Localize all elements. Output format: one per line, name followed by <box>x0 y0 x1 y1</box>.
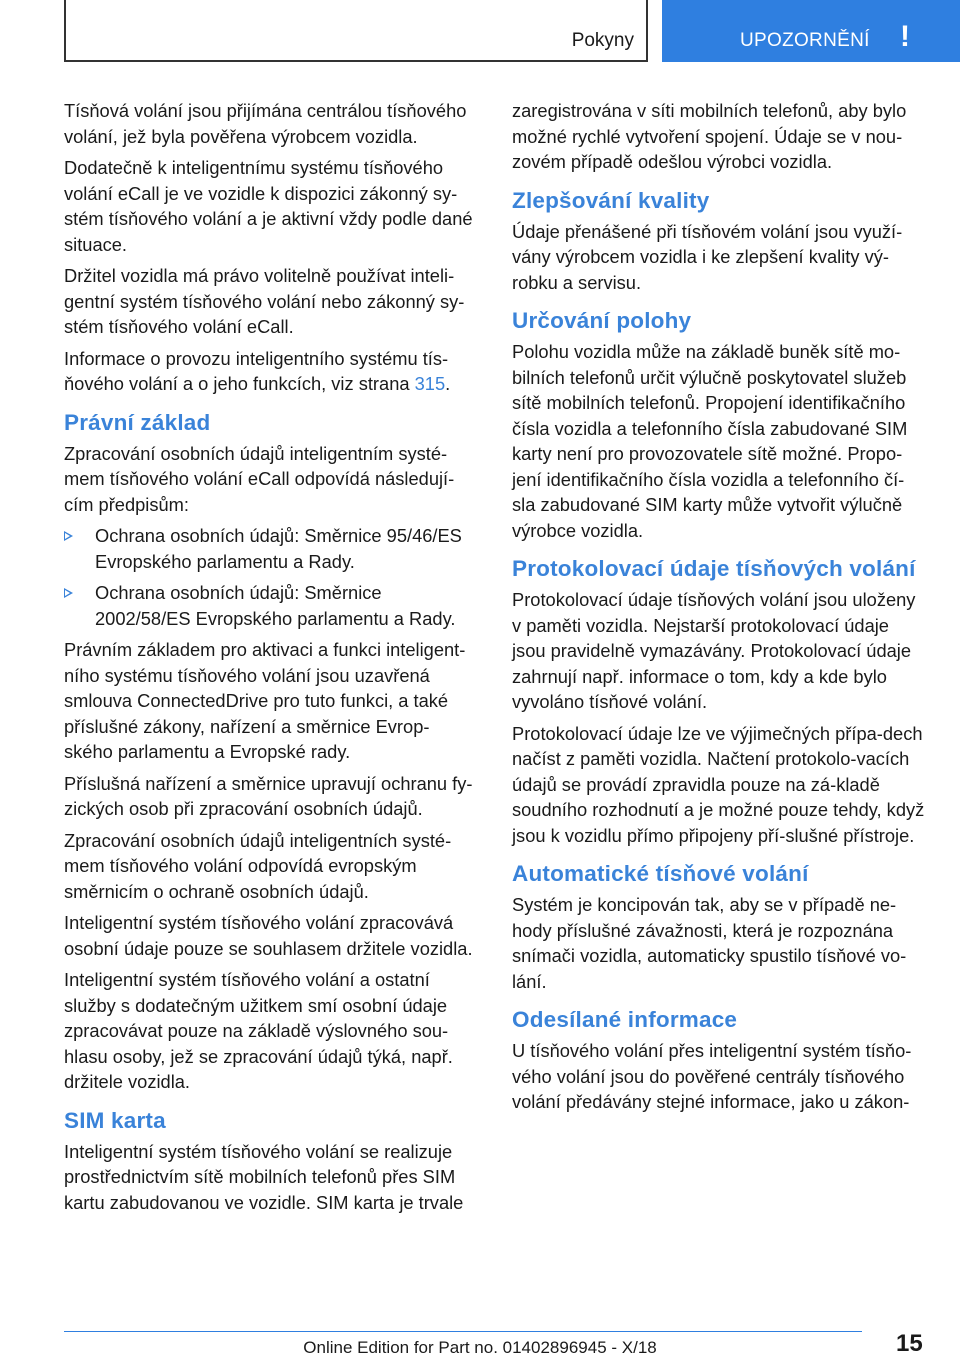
triangle-bullet-icon <box>64 588 73 598</box>
page-link-315[interactable]: 315 <box>414 373 446 394</box>
paragraph: Inteligentní systém tísňového volání zpracovává osobní údaje pouze se souhlasem držitele vozidla. <box>64 912 473 959</box>
left-column <box>64 98 478 1221</box>
paragraph: Tísňová volání jsou přijímána centrálou tísňového volání, jež byla pověřena výrobcem vozidla. <box>64 100 467 147</box>
heading-automaticke-volani: Automatické tísňové volání <box>512 861 809 886</box>
heading-pravni-zaklad: Právní základ <box>64 409 211 435</box>
paragraph: Protokolovací údaje tísňových volání jsou uloženy v paměti vozidla. Nejstarší protokolovací údaje jsou pravidelně vymazávány. Protokolovací údaje zahrnují např. informace o tom, kdy a kde bylo vyvoláno tísňové volání. <box>512 589 916 712</box>
paragraph-end: . <box>445 373 451 394</box>
triangle-bullet-icon <box>64 531 73 541</box>
paragraph-text: Informace o provozu inteligentního systému tís-ňového volání a o jeho funkcích, viz strana <box>64 347 449 394</box>
paragraph: U tísňového volání přes inteligentní systém tísňo-vého volání jsou do pověřené centrály tísňového volání předávány stejné informace, jako u zákon- <box>512 1040 912 1112</box>
paragraph: Inteligentní systém tísňového volání se realizuje prostřednictvím sítě mobilních telefonů přes SIM kartu zabudovanou ve vozidle. SIM karta je trvale <box>64 1140 464 1213</box>
list-item-text: Ochrana osobních údajů: Směrnice 2002/58/ES Evropského parlamentu a Rady. <box>95 582 456 629</box>
header-section-box <box>64 0 648 62</box>
paragraph: Právním základem pro aktivaci a funkci inteligent-ního systému tísňového volání jsou uzavřená smlouva ConnectedDrive pro tuto funkci, a také příslušné zákony, nařízení a směrnice Evrop-ského parlamentu a Evropské rady. <box>64 639 466 762</box>
paragraph-with-link <box>64 346 478 397</box>
paragraph: zaregistrována v síti mobilních telefonů, aby bylo možné rychlé vytvoření spojení. Údaje se v nou-zovém případě odešlou výrobci vozidla. <box>512 100 907 172</box>
header-section-label: Pokyny <box>571 30 634 51</box>
heading-protokolovaci-udaje: Protokolovací údaje tísňových volání <box>512 556 916 581</box>
header-warning-tab[interactable] <box>662 0 960 62</box>
paragraph: Zpracování osobních údajů inteligentním systé-mem tísňového volání eCall odpovídá následují-cím předpisům: <box>64 442 455 515</box>
bullet-list <box>64 523 478 631</box>
paragraph: Systém je koncipován tak, aby se v případě ne-hody příslušné závažnosti, která je rozpoznána snímači vozidla, automaticky spustilo tísňové vo-lání. <box>512 894 907 992</box>
paragraph: Protokolovací údaje lze ve výjimečných přípa-dech načíst z paměti vozidla. Načtení protokolo-vacích údajů se provádí zpravidla pouze na zá-kladě soudního rozhodnutí a je možné pouze tehdy, když jsou k vozidlu přímo připojeny pří-slušné přístroje. <box>512 722 925 846</box>
footer-divider <box>64 1331 862 1332</box>
header-warning-label: UPOZORNĚNÍ <box>740 30 870 51</box>
page-number: 15 <box>896 1330 923 1357</box>
paragraph: Držitel vozidla má právo volitelně používat inteli-gentní systém tísňového volání nebo zákonný sy-stém tísňového volání eCall. <box>64 265 465 337</box>
paragraph: Příslušná nařízení a směrnice upravují ochranu fy-zických osob při zpracování osobních údajů. <box>64 772 473 819</box>
paragraph: Polohu vozidla může na základě buněk sítě mo-bilních telefonů určit výlučně poskytovatel služeb sítě mobilních telefonů. Propojení identifikačního čísla vozidla a telefonního čísla zabudované SIM karty není pro provozovatele sítě možné. Propo-jení identifikačního čísla vozidla a telefonního čí-sla zabudované SIM karty může vytvořit výlučně výrobce vozidla. <box>512 341 908 541</box>
heading-odesilane-informace: Odesílané informace <box>512 1007 738 1032</box>
exclamation-icon: ! <box>900 20 910 53</box>
paragraph: Inteligentní systém tísňového volání a ostatní služby s dodatečným užitkem smí osobní údaje zpracovávat pouze na základě výslovného sou-hlasu osoby, jež se zpracování údajů týká, např. držitele vozidla. <box>64 969 453 1092</box>
right-column <box>512 98 926 1121</box>
heading-urcovani-polohy: Určování polohy <box>512 308 692 333</box>
list-item-text: Ochrana osobních údajů: Směrnice 95/46/ES Evropského parlamentu a Rady. <box>95 525 462 572</box>
heading-zlepsovani-kvality: Zlepšování kvality <box>512 187 710 213</box>
list-item <box>64 580 478 631</box>
paragraph: Dodatečně k inteligentnímu systému tísňového volání eCall je ve vozidle k dispozici zákonný sy-stém tísňového volání a je aktivní vždy podle dané situace. <box>64 157 473 255</box>
heading-sim-karta: SIM karta <box>64 1107 166 1133</box>
paragraph: Údaje přenášené při tísňovém volání jsou využí-vány výrobcem vozidla i ke zlepšení kvality vý-robku a servisu. <box>512 220 903 293</box>
footer-edition: Online Edition for Part no. 01402896945 - X/18 <box>303 1338 657 1357</box>
paragraph: Zpracování osobních údajů inteligentních systé-mem tísňového volání odpovídá evropským směrnicím o ochraně osobních údajů. <box>64 829 452 902</box>
list-item <box>64 523 478 574</box>
